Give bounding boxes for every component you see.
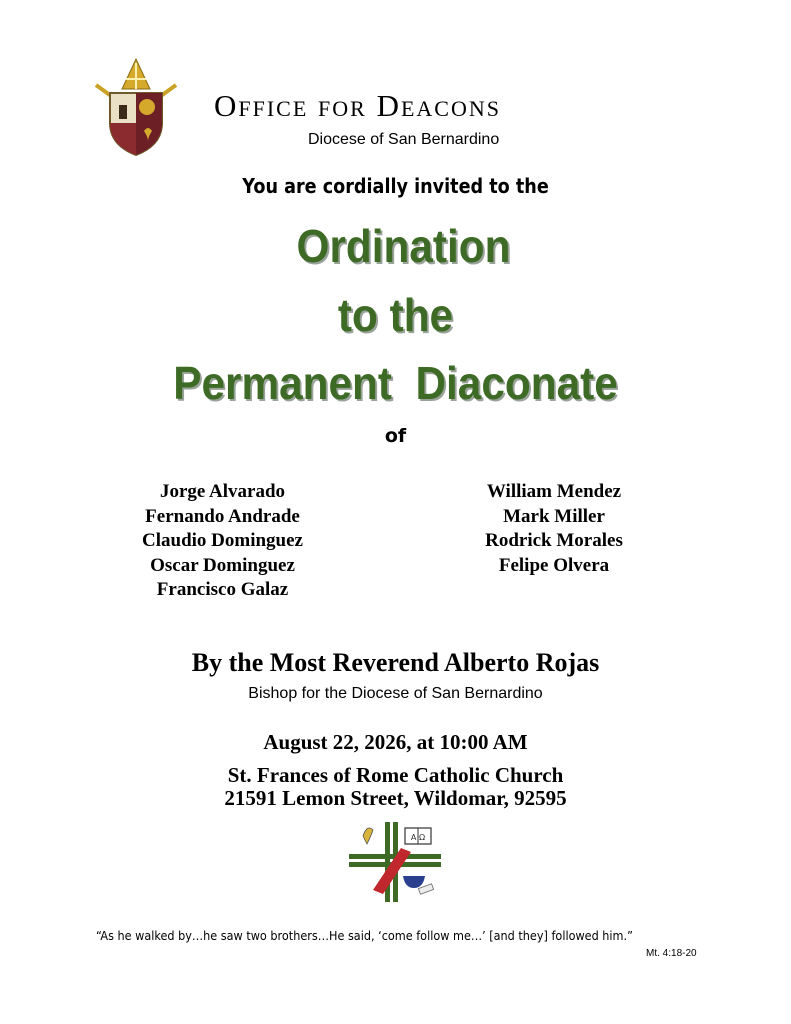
candidate-name: Rodrick Morales [485, 530, 623, 551]
candidate-name: Jorge Alvarado [159, 481, 286, 502]
candidate-name: William Mendez [486, 481, 622, 502]
church-name: St. Frances of Rome Catholic Church [227, 763, 564, 787]
diocese-name: Diocese of San Bernardino [308, 131, 500, 148]
invitation-intro: You are cordially invited to the [242, 174, 549, 198]
of-label: of [384, 425, 407, 447]
candidate-name: Mark Miller [503, 505, 605, 527]
book-letters: Α Ω [410, 833, 426, 842]
candidate-name: Fernando Andrade [145, 505, 300, 527]
diocese-crest-icon [92, 55, 180, 157]
title-line-diaconate: Permanent Diaconate [173, 357, 618, 409]
title-line-ordination: Ordination [296, 220, 511, 272]
candidate-name: Oscar Dominguez [150, 554, 295, 576]
candidate-name: Felipe Olvera [498, 554, 610, 576]
scripture-citation: Mt. 4:18-20 [646, 948, 697, 959]
bishop-line: By the Most Reverend Alberto Rojas [191, 648, 600, 677]
church-address: 21591 Lemon Street, Wildomar, 92595 [224, 786, 567, 810]
bishop-subtitle: Bishop for the Diocese of San Bernardino [248, 685, 543, 702]
scripture-quote: “As he walked by…he saw two brothers…He said, ‘come follow me…’ [and they] followed him.” [96, 928, 633, 943]
candidate-name: Claudio Dominguez [142, 530, 303, 551]
candidate-list-right [444, 480, 664, 578]
candidate-list-left [110, 480, 335, 603]
diaconate-cross-emblem-icon [349, 822, 441, 902]
office-title: Office for Deacons [214, 88, 501, 123]
candidate-name: Francisco Galaz [156, 579, 289, 600]
title-line-to-the: to the [337, 289, 454, 341]
event-datetime: August 22, 2026, at 10:00 AM [263, 730, 528, 754]
